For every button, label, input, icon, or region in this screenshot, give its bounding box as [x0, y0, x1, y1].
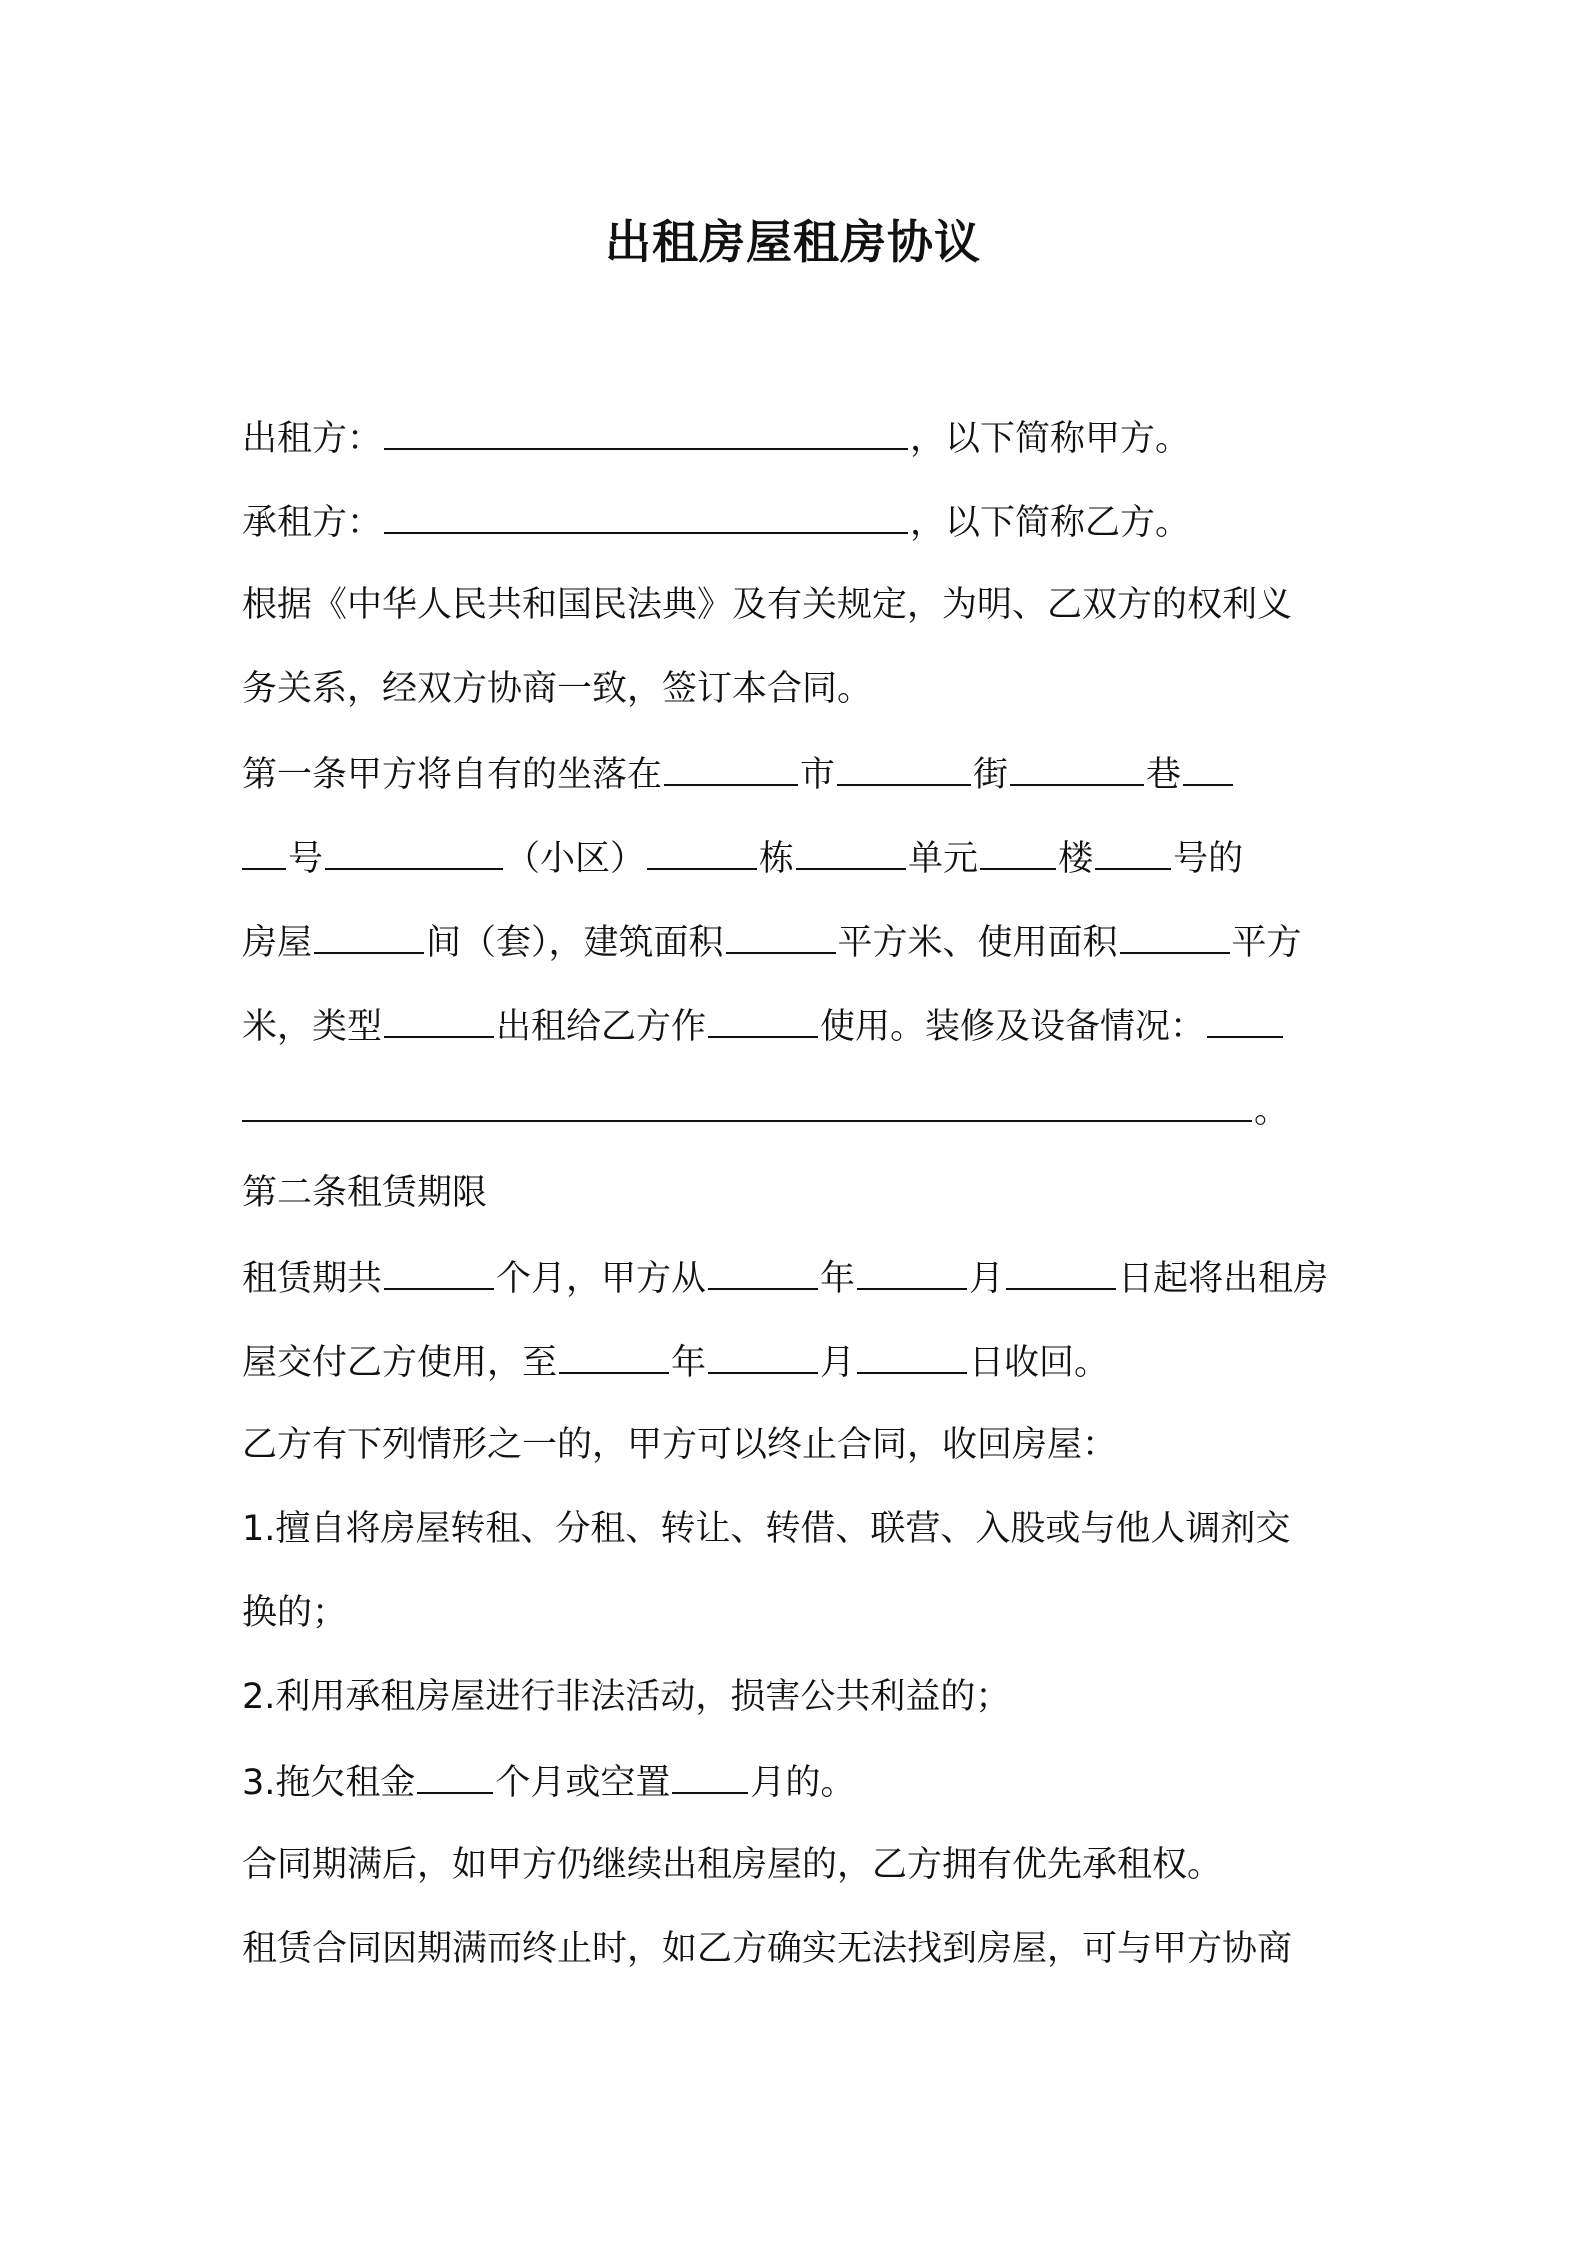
termination-conditions: 乙方有下列情形之一的，甲方可以终止合同，收回房屋：	[242, 1425, 1118, 1465]
equipment-blank-b[interactable]	[242, 1084, 1252, 1122]
article2-heading: 第二条租赁期限	[242, 1173, 488, 1213]
article1-text: 。	[1254, 1091, 1290, 1131]
condition-item-3-text: 个月或空置	[495, 1763, 671, 1803]
article2-text: 租赁期共	[242, 1259, 383, 1299]
priority-lease-clause: 合同期满后，如甲方仍继续出租房屋的，乙方拥有优先承租权。	[242, 1845, 1223, 1885]
lessor-line	[242, 412, 1362, 464]
article1-text: 平方	[1231, 923, 1302, 963]
article2-line-2	[242, 1336, 1362, 1388]
condition-item-3	[242, 1756, 1362, 1808]
start-year-blank[interactable]	[708, 1252, 818, 1290]
house-type-blank[interactable]	[384, 1000, 494, 1038]
condition-item-3-text: 3.拖欠租金	[242, 1763, 416, 1803]
article2-text: 日收回。	[969, 1343, 1110, 1383]
article1-text: 使用。装修及设备情况：	[820, 1007, 1206, 1047]
article2-text: 月	[969, 1259, 1005, 1299]
intro-line-1: 根据《中华人民共和国民法典》及有关规定，为明、乙双方的权利义	[242, 585, 1293, 625]
condition-item-1-line-1: 1.擅自将房屋转租、分租、转让、转借、联营、入股或与他人调剂交	[242, 1509, 1291, 1549]
lessee-line	[242, 496, 1362, 548]
article1-line-4	[242, 1000, 1362, 1052]
condition-item-2: 2.利用承租房屋进行非法活动，损害公共利益的；	[242, 1677, 1011, 1717]
article2-text: 日起将出租房	[1118, 1259, 1329, 1299]
city-blank[interactable]	[664, 748, 798, 786]
expiry-clause: 租赁合同因期满而终止时，如乙方确实无法找到房屋，可与甲方协商	[242, 1929, 1293, 1969]
lessee-name-blank[interactable]	[384, 496, 908, 534]
article1-text: 巷	[1146, 755, 1182, 795]
article2-text: 年	[820, 1259, 856, 1299]
lessee-label: 承租方：	[242, 503, 383, 543]
equipment-blank-a[interactable]	[1207, 1000, 1283, 1038]
article2-text: 屋交付乙方使用，至	[242, 1343, 558, 1383]
end-month-blank[interactable]	[708, 1336, 818, 1374]
lease-months-blank[interactable]	[384, 1252, 494, 1290]
rooms-count-blank[interactable]	[314, 916, 424, 954]
lessee-suffix: ，以下简称乙方。	[910, 503, 1191, 543]
article1-line-5	[242, 1084, 1362, 1136]
end-year-blank[interactable]	[559, 1336, 669, 1374]
lane-number-blank-b[interactable]	[242, 832, 286, 870]
article1-line-1	[242, 748, 1362, 800]
article1-text: 间（套），建筑面积	[426, 923, 724, 963]
article1-text: 米，类型	[242, 1007, 383, 1047]
end-day-blank[interactable]	[857, 1336, 967, 1374]
article1-text: 第一条甲方将自有的坐落在	[242, 755, 663, 795]
article1-text: 号	[288, 839, 324, 879]
article1-text: 楼	[1058, 839, 1094, 879]
article1-text: 平方米、使用面积	[837, 923, 1118, 963]
lane-number-blank-a[interactable]	[1183, 748, 1233, 786]
start-day-blank[interactable]	[1006, 1252, 1116, 1290]
article2-text: 个月，甲方从	[496, 1259, 707, 1299]
document-title: 出租房屋租房协议	[605, 215, 981, 269]
intro-line-2: 务关系，经双方协商一致，签订本合同。	[242, 669, 873, 709]
article1-line-3	[242, 916, 1362, 968]
article2-text: 月	[820, 1343, 856, 1383]
start-month-blank[interactable]	[857, 1252, 967, 1290]
lessor-suffix: ，以下简称甲方。	[910, 419, 1191, 459]
article1-text: 市	[800, 755, 836, 795]
article1-text: 出租给乙方作	[496, 1007, 707, 1047]
unit-blank[interactable]	[796, 832, 906, 870]
article1-text: （小区）	[505, 839, 646, 879]
article1-text: 号的	[1173, 839, 1244, 879]
arrears-months-blank[interactable]	[417, 1756, 493, 1794]
usable-area-blank[interactable]	[1120, 916, 1230, 954]
room-number-blank[interactable]	[1095, 832, 1171, 870]
article1-text: 房屋	[242, 923, 313, 963]
community-blank[interactable]	[325, 832, 503, 870]
building-area-blank[interactable]	[726, 916, 836, 954]
usage-blank[interactable]	[708, 1000, 818, 1038]
condition-item-3-text: 月的。	[750, 1763, 856, 1803]
article2-text: 年	[671, 1343, 707, 1383]
vacant-months-blank[interactable]	[672, 1756, 748, 1794]
article1-text: 单元	[908, 839, 979, 879]
floor-blank[interactable]	[980, 832, 1056, 870]
article1-text: 街	[973, 755, 1009, 795]
street-blank[interactable]	[837, 748, 971, 786]
lessor-name-blank[interactable]	[384, 412, 908, 450]
article1-line-2	[242, 832, 1362, 884]
lane-blank[interactable]	[1010, 748, 1144, 786]
article2-line-1	[242, 1252, 1362, 1304]
article1-text: 栋	[759, 839, 795, 879]
lessor-label: 出租方：	[242, 419, 383, 459]
building-blank[interactable]	[647, 832, 757, 870]
condition-item-1-line-2: 换的；	[242, 1593, 348, 1633]
